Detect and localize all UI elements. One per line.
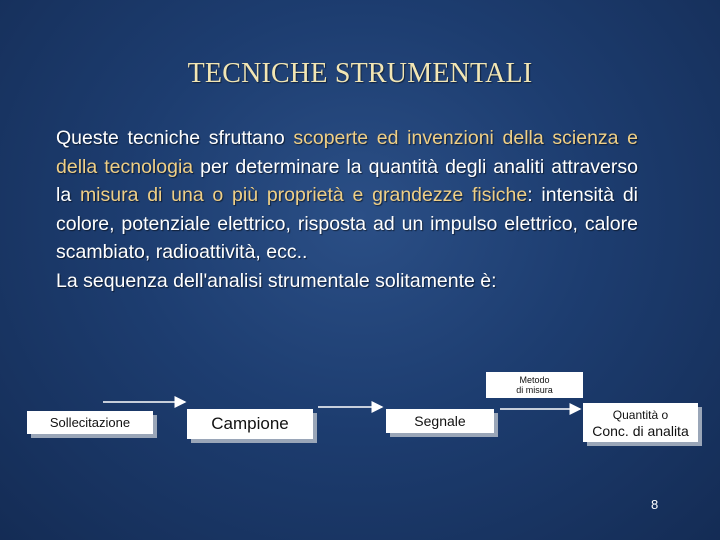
- metodo-line1: Metodo: [519, 375, 550, 385]
- sollecitazione-box: Sollecitazione: [27, 411, 153, 434]
- description-paragraph: [56, 124, 638, 267]
- text-segment: : intensità di colore, potenziale elettrico, risposta ad un impulso elettrico, calore scambiato, radioattività, ecc..: [56, 184, 638, 264]
- quantita-box: [583, 403, 698, 442]
- highlight-misura: misura di una o più proprietà e grandezze fisiche: [79, 184, 528, 207]
- body-paragraph: [56, 124, 638, 296]
- campione-box: Campione: [187, 409, 313, 439]
- quantita-line2: Conc. di analita: [592, 422, 689, 439]
- slide-title: TECNICHE STRUMENTALI: [187, 58, 533, 89]
- highlight-scoperte: scoperte ed invenzioni della scienza e della tecnologia: [56, 127, 639, 178]
- quantita-line1: Quantità o: [612, 407, 669, 422]
- metodo-line2: di misura: [516, 385, 553, 395]
- segnale-box: Segnale: [386, 409, 494, 433]
- page-number: 8: [651, 497, 659, 512]
- sequence-line: La sequenza dell'analisi strumentale solitamente è:: [56, 269, 497, 292]
- metodo-box: [486, 372, 583, 398]
- text-segment: Queste tecniche sfruttano: [56, 127, 294, 149]
- text-segment: per determinare la quantità degli analiti attraverso la: [56, 155, 638, 207]
